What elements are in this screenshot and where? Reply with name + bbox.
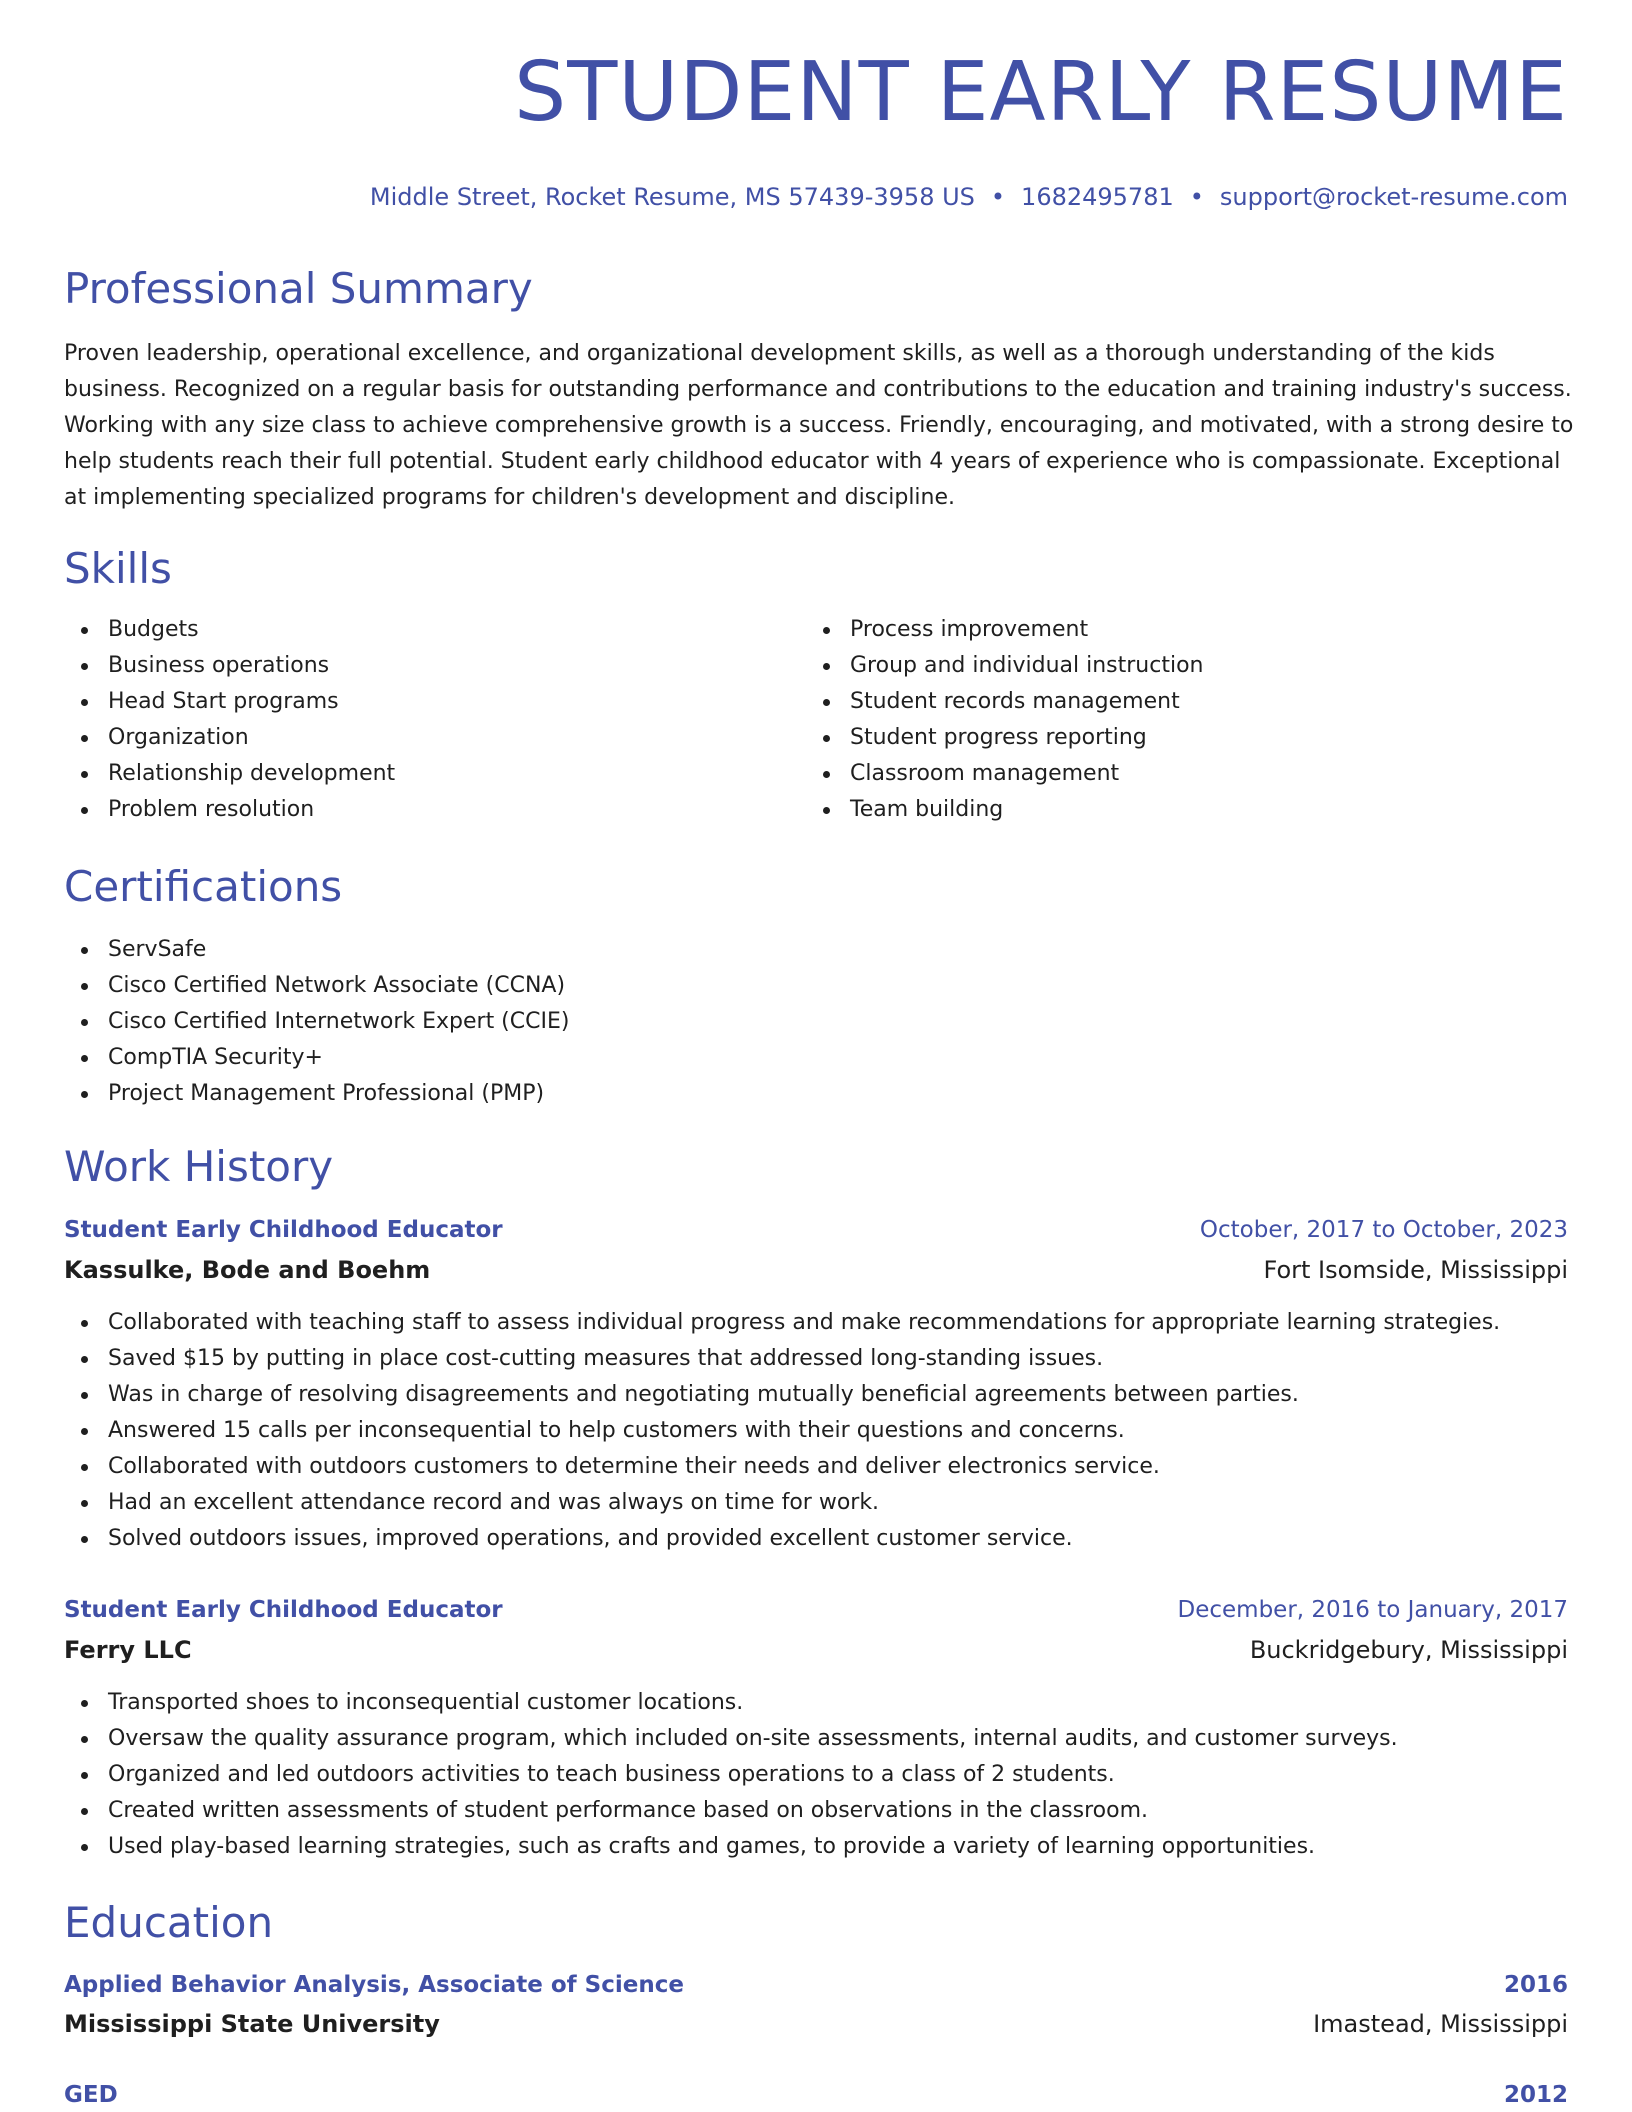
- job-location: Fort Isomside, Mississippi: [1263, 1256, 1568, 1284]
- summary-text: Proven leadership, operational excellence, and organizational development skills, as well as a thorough understanding of the kids business. Recognized on a regular basis for outstanding performance and contributions to the education and training industry's success. Working with any size class to achieve comprehensive growth is a success. Friendly, encouraging, and motivated, with a strong desire to help students reach their full potential. Student early childhood educator with 4 years of experience who is compassionate. Exceptional at implementing specialized programs for children's development and discipline.: [64, 341, 1574, 510]
- list-item: Budgets: [108, 612, 395, 648]
- list-item: Was in charge of resolving disagreements and negotiating mutually beneficial agreements between parties.: [108, 1377, 1500, 1413]
- list-item: Oversaw the quality assurance program, which included on-site assessments, internal audits, and customer surveys.: [108, 1721, 1398, 1757]
- job-title-row: [64, 1217, 1568, 1243]
- education-year: 2012: [1503, 2082, 1568, 2108]
- list-item: Student progress reporting: [850, 720, 1203, 756]
- list-item: Team building: [850, 792, 1203, 828]
- list-item: Organization: [108, 720, 395, 756]
- education-year: 2016: [1503, 1972, 1568, 1998]
- list-item: Head Start programs: [108, 684, 395, 720]
- job-dates: December, 2016 to January, 2017: [1177, 1597, 1568, 1623]
- list-item: Created written assessments of student performance based on observations in the classroom.: [108, 1793, 1398, 1829]
- list-item: Business operations: [108, 648, 395, 684]
- work-history-heading: Work History: [64, 1142, 334, 1191]
- job-title-row: [64, 1597, 1568, 1623]
- contact-email: support@rocket-resume.com: [1219, 183, 1568, 211]
- list-item: Relationship development: [108, 756, 395, 792]
- certifications-heading: Certifications: [64, 862, 343, 911]
- education-degree: Applied Behavior Analysis, Associate of Science: [64, 1972, 684, 1998]
- job-duties-list: [64, 1305, 1500, 1557]
- list-item: Used play-based learning strategies, such as crafts and games, to provide a variety of learning opportunities.: [108, 1829, 1398, 1865]
- resume-name: STUDENT EARLY RESUME: [514, 45, 1568, 140]
- skills-list-left: [64, 612, 395, 828]
- job-company: Ferry LLC: [64, 1636, 192, 1664]
- job-company-row: [64, 1256, 1568, 1284]
- list-item: Answered 15 calls per inconsequential to help customers with their questions and concerns.: [108, 1413, 1500, 1449]
- job-company: Kassulke, Bode and Boehm: [64, 1256, 431, 1284]
- contact-phone: 1682495781: [1021, 183, 1174, 211]
- contact-line: [370, 183, 1568, 211]
- list-item: CompTIA Security+: [108, 1040, 569, 1076]
- list-item: Process improvement: [850, 612, 1203, 648]
- job-title: Student Early Childhood Educator: [64, 1597, 503, 1623]
- list-item: Had an excellent attendance record and was always on time for work.: [108, 1485, 1500, 1521]
- job-dates: October, 2017 to October, 2023: [1199, 1217, 1568, 1243]
- list-item: Collaborated with outdoors customers to determine their needs and deliver electronics service.: [108, 1449, 1500, 1485]
- list-item: Student records management: [850, 684, 1203, 720]
- education-location: Imastead, Mississippi: [1313, 2010, 1568, 2038]
- skills-heading: Skills: [64, 544, 172, 593]
- education-school: Mississippi State University: [64, 2010, 440, 2038]
- list-item: Group and individual instruction: [850, 648, 1203, 684]
- job-duties-list: [64, 1685, 1398, 1865]
- education-school-row: [64, 2010, 1568, 2038]
- list-item: ServSafe: [108, 932, 569, 968]
- list-item: Project Management Professional (PMP): [108, 1076, 569, 1112]
- contact-separator: •: [990, 183, 1006, 211]
- contact-address: Middle Street, Rocket Resume, MS 57439-3958 US: [369, 183, 975, 211]
- list-item: Transported shoes to inconsequential customer locations.: [108, 1685, 1398, 1721]
- list-item: Saved $15 by putting in place cost-cutting measures that addressed long-standing issues.: [108, 1341, 1500, 1377]
- education-heading: Education: [64, 1898, 274, 1947]
- list-item: Organized and led outdoors activities to teach business operations to a class of 2 students.: [108, 1757, 1398, 1793]
- certifications-list: [64, 932, 569, 1112]
- job-title: Student Early Childhood Educator: [64, 1217, 503, 1243]
- list-item: Solved outdoors issues, improved operations, and provided excellent customer service.: [108, 1521, 1500, 1557]
- contact-separator: •: [1189, 183, 1204, 211]
- education-degree-row: [64, 2082, 1568, 2108]
- skills-list-right: [806, 612, 1203, 828]
- job-company-row: [64, 1636, 1568, 1664]
- list-item: Collaborated with teaching staff to assess individual progress and make recommendations for appropriate learning strategies.: [108, 1305, 1500, 1341]
- list-item: Cisco Certified Internetwork Expert (CCIE): [108, 1004, 569, 1040]
- summary-heading: Professional Summary: [64, 264, 533, 313]
- list-item: Classroom management: [850, 756, 1203, 792]
- list-item: Problem resolution: [108, 792, 395, 828]
- education-degree: GED: [64, 2082, 118, 2108]
- education-degree-row: [64, 1972, 1568, 1998]
- job-location: Buckridgebury, Mississippi: [1249, 1636, 1568, 1664]
- list-item: Cisco Certified Network Associate (CCNA): [108, 968, 569, 1004]
